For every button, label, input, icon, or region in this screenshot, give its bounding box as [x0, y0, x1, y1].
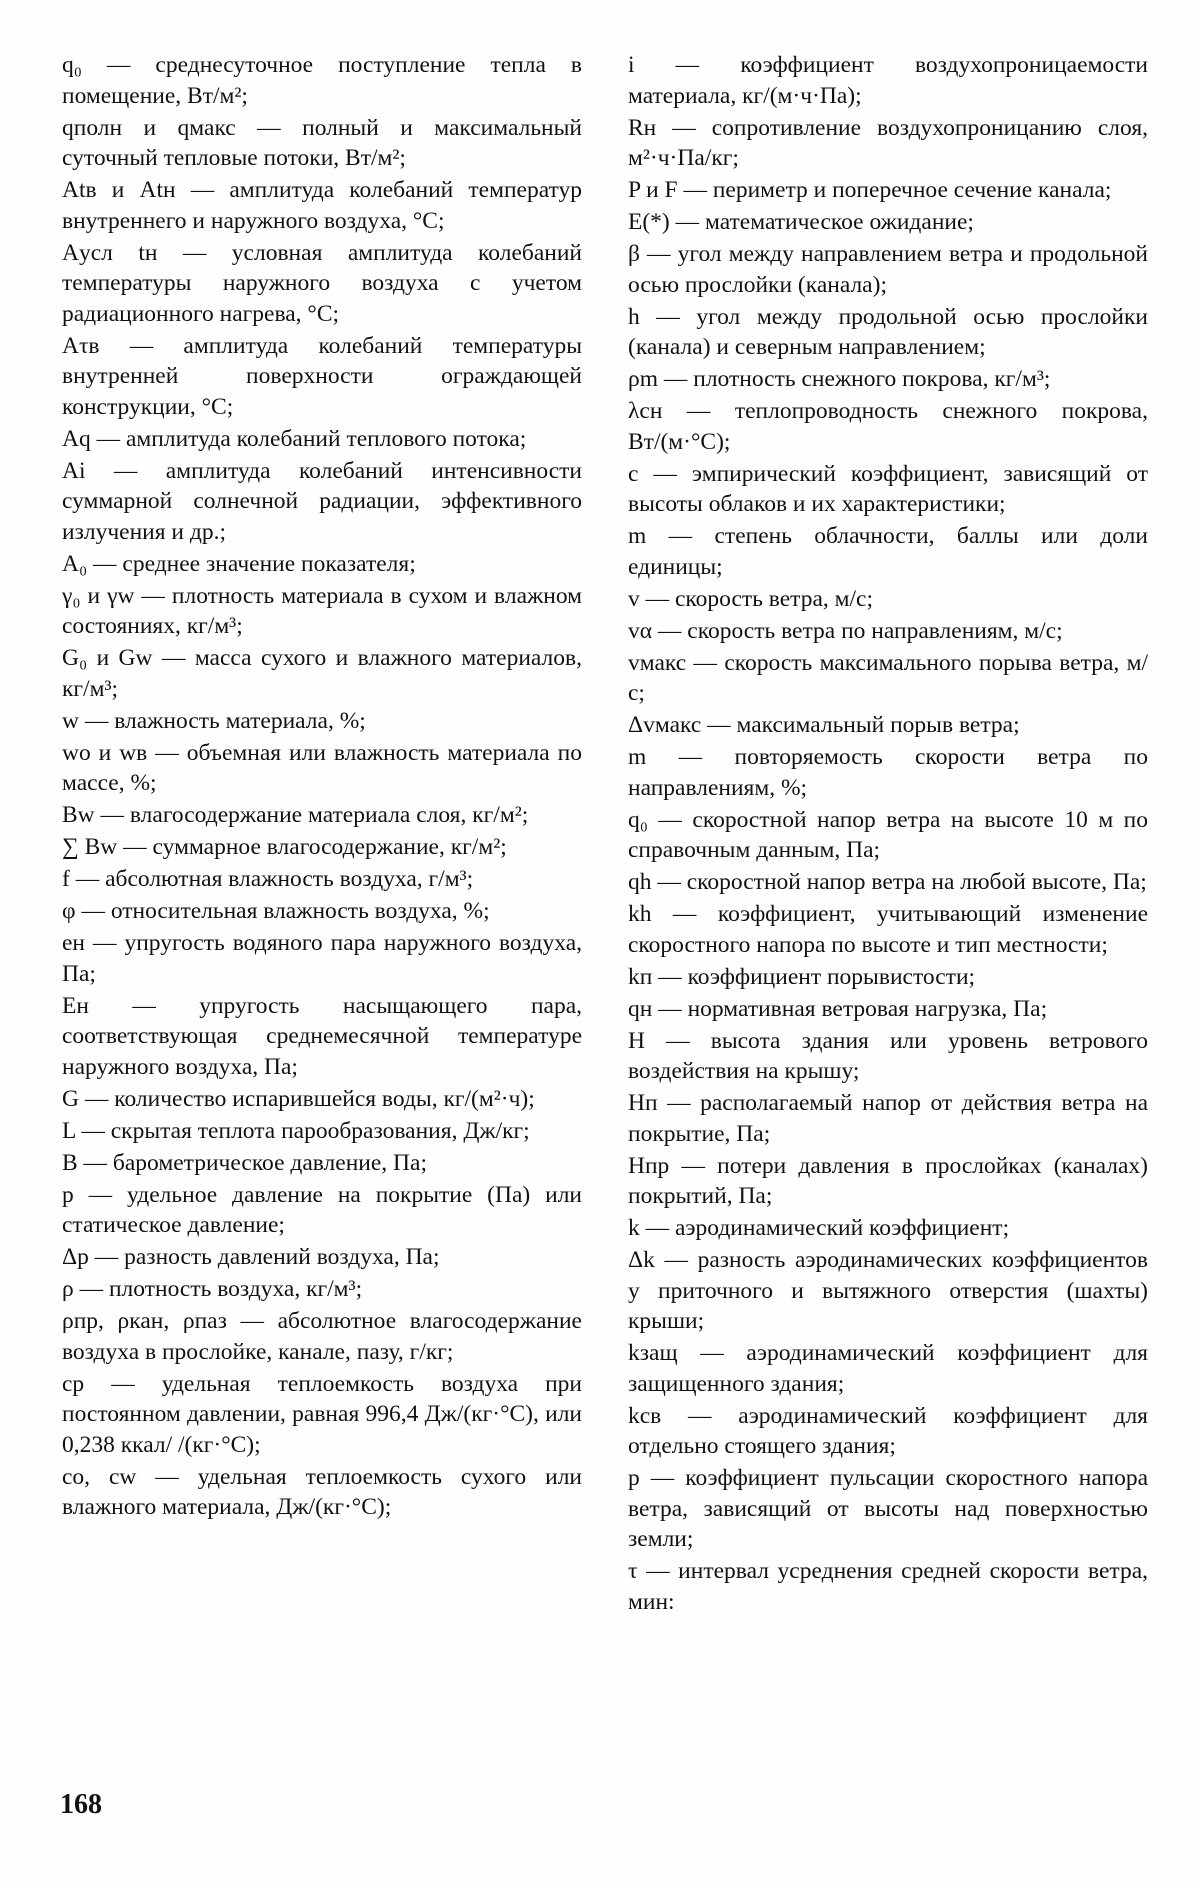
glossary-entry: vмакс — скорость максимального порыва ветра, м/с;: [628, 649, 1148, 706]
glossary-entry: p — коэффициент пульсации скоростного напора ветра, зависящий от высоты над поверхностью земли;: [628, 1465, 1148, 1552]
glossary-entry: Δp — разность давлений воздуха, Па;: [62, 1244, 440, 1270]
glossary-entry: qh — скоростной напор ветра на любой высоте, Па;: [628, 869, 1147, 895]
glossary-entry: qн — нормативная ветровая нагрузка, Па;: [628, 995, 1048, 1022]
glossary-entry: qполн и qмакс — полный и максимальный суточный тепловые потоки, Вт/м²;: [62, 114, 582, 171]
left-column: [62, 50, 582, 1523]
glossary-entry: ρ — плотность воздуха, кг/м³;: [62, 1276, 363, 1302]
glossary-entry: Eн — упругость насыщающего пара, соответствующая среднемесячной температуре наружного воздуха, Па;: [62, 992, 582, 1080]
glossary-entry: cо, cw — удельная теплоемкость сухого или влажного материала, Дж/(кг·°С);: [62, 1463, 582, 1520]
glossary-entry: i — коэффициент воздухопроницаемости материала, кг/(м·ч·Па);: [628, 52, 1148, 109]
glossary-entry: P и F — периметр и поперечное сечение канала;: [628, 177, 1112, 203]
glossary-entry: E(*) — математическое ожидание;: [628, 209, 974, 235]
glossary-entry: Aτв — амплитуда колебаний температуры внутренней поверхности ограждающей конструкции, °С;: [62, 332, 582, 420]
glossary-entry: τ — интервал усреднения средней скорости ветра, мин:: [628, 1558, 1148, 1615]
glossary-entry: λсн — теплопроводность снежного покрова, Вт/(м·°С);: [628, 398, 1148, 455]
glossary-entry: h — угол между продольной осью прослойки (канала) и северным направлением;: [628, 303, 1148, 360]
glossary-entry: p — удельное давление на покрытие (Па) или статическое давление;: [62, 1181, 582, 1238]
glossary-entry: q₀ — среднесуточное поступление тепла в помещение, Вт/м²;: [62, 52, 582, 109]
glossary-entry: Rн — сопротивление воздухопроницанию слоя, м²·ч·Па/кг;: [628, 114, 1148, 171]
page-number: 168: [60, 1789, 102, 1820]
glossary-entry: H — высота здания или уровень ветрового воздействия на крышу;: [628, 1027, 1148, 1084]
glossary-entry: k — аэродинамический коэффициент;: [628, 1215, 1010, 1241]
glossary-entry: Δvмакс — максимальный порыв ветра;: [628, 712, 1020, 738]
glossary-entry: Aq — амплитуда колебаний теплового потока;: [62, 425, 527, 452]
glossary-entry: w — влажность материала, %;: [62, 707, 366, 734]
glossary-entry: wо и wв — объемная или влажность материала по массе, %;: [62, 739, 582, 796]
glossary-entry: m — повторяемость скорости ветра по направлениям, %;: [628, 744, 1148, 801]
glossary-entry: Δk — разность аэродинамических коэффициентов у приточного и вытяжного отверстия (шахты) крыши;: [628, 1247, 1148, 1334]
glossary-entry: G₀ и Gw — масса сухого и влажного материалов, кг/м³;: [62, 645, 582, 702]
glossary-entry: cр — удельная теплоемкость воздуха при постоянном давлении, равная 996,4 Дж/(кг·°С), или 0,238 ккал/ /(кг·°С);: [62, 1370, 582, 1458]
glossary-entry: q₀ — скоростной напор ветра на высоте 10 м по справочным данным, Па;: [628, 806, 1148, 863]
glossary-entry: m — степень облачности, баллы или доли единицы;: [628, 523, 1148, 580]
glossary-entry: ∑ Bw — суммарное влагосодержание, кг/м²;: [62, 834, 507, 860]
glossary-entry: v — скорость ветра, м/с;: [628, 585, 874, 612]
glossary-entry: Aусл tн — условная амплитуда колебаний температуры наружного воздуха с учетом радиационного нагрева, °С;: [62, 239, 582, 327]
glossary-entry: φ — относительная влажность воздуха, %;: [62, 898, 490, 924]
glossary-entry: Atв и Atн — амплитуда колебаний температур внутреннего и наружного воздуха, °С;: [62, 177, 582, 234]
glossary-entry: Bw — влагосодержание материала слоя, кг/м²;: [62, 802, 529, 828]
right-column: [628, 50, 1148, 1617]
glossary-entry: L — скрытая теплота парообразования, Дж/кг;: [62, 1117, 530, 1144]
glossary-entry: ρпр, ρкан, ρпаз — абсолютное влагосодержание воздуха в прослойке, канале, пазу, г/кг;: [62, 1308, 582, 1365]
glossary-entry: B — барометрическое давление, Па;: [62, 1149, 427, 1176]
glossary-entry: kсв — аэродинамический коэффициент для отдельно стоящего здания;: [628, 1402, 1148, 1459]
glossary-entry: vα — скорость ветра по направлениям, м/с;: [628, 617, 1063, 644]
glossary-entry: A₀ — среднее значение показателя;: [62, 550, 416, 577]
glossary-entry: β — угол между направлением ветра и продольной осью прослойки (канала);: [628, 241, 1148, 298]
glossary-entry: G — количество испарившейся воды, кг/(м²·ч);: [62, 1085, 535, 1112]
glossary-entry: c — эмпирический коэффициент, зависящий от высоты облаков и их характеристики;: [628, 460, 1148, 517]
glossary-entry: ρm — плотность снежного покрова, кг/м³;: [628, 366, 1051, 392]
glossary-entry: Hп — располагаемый напор от действия ветра на покрытие, Па;: [628, 1090, 1148, 1147]
glossary-entry: Hпр — потери давления в прослойках (каналах) покрытий, Па;: [628, 1152, 1148, 1209]
glossary-entry: eн — упругость водяного пара наружного воздуха, Па;: [62, 930, 582, 987]
glossary-entry: kзащ — аэродинамический коэффициент для защищенного здания;: [628, 1340, 1148, 1397]
glossary-entry: kп — коэффициент порывистости;: [628, 963, 976, 990]
glossary-entry: γ₀ и γw — плотность материала в сухом и влажном состояниях, кг/м³;: [62, 582, 582, 639]
glossary-entry: kh — коэффициент, учитывающий изменение скоростного напора по высоте и тип местности;: [628, 901, 1148, 958]
glossary-entry: f — абсолютная влажность воздуха, г/м³;: [62, 866, 474, 892]
glossary-entry: Ai — амплитуда колебаний интенсивности суммарной солнечной радиации, эффективного излучения и др.;: [62, 457, 582, 545]
